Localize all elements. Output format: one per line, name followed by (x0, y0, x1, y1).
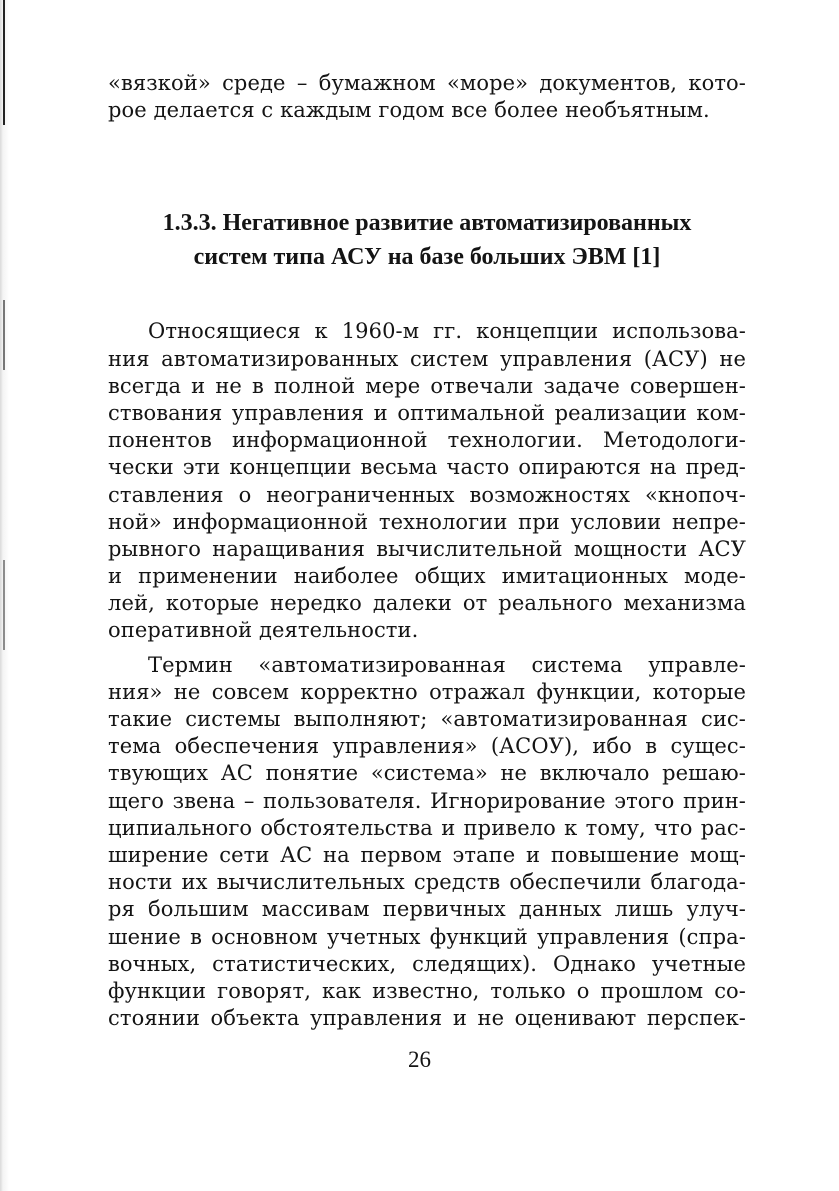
text-line: ния автоматизированных систем управления (АСУ) не (108, 346, 746, 371)
text-line: твующих АС понятие «система» не включало решаю- (108, 761, 746, 786)
text-line: рывного наращивания вычислительной мощности АСУ (108, 536, 746, 561)
section-heading-line: систем типа АСУ на базе больших ЭВМ [1] (193, 244, 661, 271)
text-line: оперативной деятельности. (108, 618, 419, 643)
text-line: ной» информационной технологии при условии непре- (108, 509, 746, 534)
text-line: шение в основном учетных функций управления (спра- (108, 924, 746, 949)
paragraph-1 (108, 318, 746, 644)
text-line: ширение сети АС на первом этапе и повышение мощ- (108, 842, 746, 867)
text-line: ности их вычислительных средств обеспечили благода- (108, 870, 746, 895)
text-line: тема обеспечения управления» (АСОУ), ибо в сущес- (108, 734, 746, 759)
scan-artifact-line (3, 0, 5, 125)
intro-paragraph (108, 70, 746, 124)
text-line: Относящиеся к 1960-м гг. концепции использова- (148, 319, 746, 344)
text-line: Термин «автоматизированная система управле- (148, 652, 746, 677)
page-number: 26 (408, 1047, 431, 1072)
text-line: рое делается с каждым годом все более необъятным. (108, 98, 710, 123)
text-line: стоянии объекта управления и не оценивают перспек- (108, 1006, 746, 1031)
scan-artifact-line (3, 300, 5, 370)
text-line: ния» не совсем корректно отражал функции, которые (108, 679, 746, 704)
text-line: ствования управления и оптимальной реализации ком- (108, 400, 746, 425)
section-heading-line: 1.3.3. Негативное развитие автоматизированных (162, 210, 692, 237)
text-line: чески эти концепции весьма часто опираются на пред- (108, 455, 746, 480)
text-line: лей, которые нередко далеки от реального механизма (108, 591, 746, 616)
text-line: такие системы выполняют; «автоматизированная сис- (108, 707, 746, 731)
scan-artifact-line (3, 560, 5, 650)
text-line: ципиального обстоятельства и привело к тому, что рас- (108, 815, 746, 840)
text-line: всегда и не в полной мере отвечали задаче совершен- (108, 373, 746, 398)
text-line: и применении наиболее общих имитационных моде- (108, 564, 746, 589)
text-line: «вязкой» среде – бумажном «море» документов, кото- (108, 71, 746, 95)
text-line: ставления о неограниченных возможностях «кнопоч- (108, 482, 746, 507)
text-line: функции говорят, как известно, только о прошлом со- (108, 978, 746, 1003)
paragraph-2 (108, 652, 746, 1033)
text-line: вочных, статистических, следящих). Однако учетные (108, 951, 746, 976)
text-line: ря большим массивам первичных данных лишь улуч- (108, 897, 746, 922)
text-line: понентов информационной технологии. Методологи- (108, 428, 746, 453)
text-line: щего звена – пользователя. Игнорирование этого прин- (108, 788, 746, 813)
book-page (108, 70, 746, 1032)
section-heading (108, 206, 746, 274)
